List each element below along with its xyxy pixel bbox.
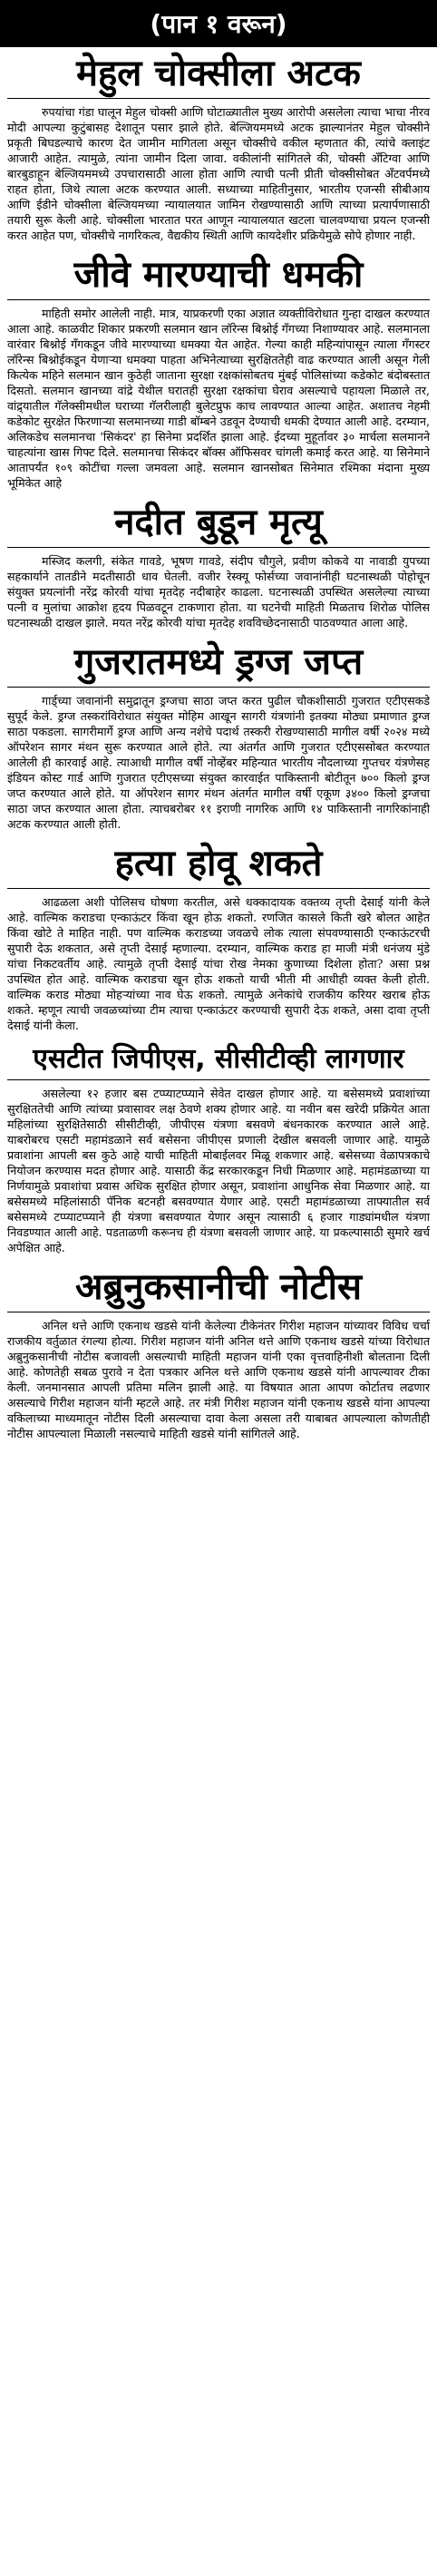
article-headline: एसटीत जिपीएस, सीसीटीव्ही लागणार	[7, 1039, 430, 1080]
article-death-threat	[0, 249, 437, 491]
article-murder-possible	[0, 837, 437, 1033]
article-headline: गुजरातमध्ये ड्रग्ज जप्त	[7, 636, 430, 688]
page-header-label: (पान १ वरून)	[150, 9, 287, 39]
article-headline: अब्रुनुकसानीची नोटीस	[7, 1261, 430, 1312]
article-body: आढळला अशी पोलिसच घोषणा करतील, असे धक्कादायक वक्तव्य तृप्ती देसाई यांनी केले आहे. वाल्मिक कराडचा एन्काऊंटर किंवा खून होऊ शकतो. रणजित कासले किती खरे बोलत आहेत किंवा खोटे ते माहित नाही. पण वाल्मिक कराडच्या जवळचे लोक त्याला संपवण्यासाठी एन्काऊंटरची सुपारी देऊ शकतात, असे तृप्ती देसाई म्हणाल्या. दरम्यान, वाल्मिक कराड हा माजी मंत्री धनंजय मुंडे यांचा निकटवर्तीय आहे. त्यामुळे तृप्ती देसाई यांचा रोख नेमका कुणाच्या दिशेला होता? असा प्रश्न उपस्थित होत आहे. वाल्मिक कराडचा खून होऊ शकतो याची भीती मी आधीही व्यक्त केली होती. वाल्मिक कराड मोठ्या मोहऱ्यांच्या नाव घेऊ शकतो. त्यामुळे अनेकांचे राजकीय करियर खराब होऊ शकते. म्हणून त्याची जवळच्यांच्या टीम त्याचा एन्काऊंटर करण्याची सुपारी देऊ शकते, असा दावा तृप्ती देसाई यांनी केला.	[7, 895, 430, 1032]
article-body: माहिती समोर आलेली नाही. मात्र, याप्रकरणी एका अज्ञात व्यक्तीविरोधात गुन्हा दाखल करण्यात आला आहे. काळवीट शिकार प्रकरणी सलमान खान लॉरेन्स बिश्नोई गँगच्या निशाण्यावर आहे. सलमानला वारंवार बिश्नोई गँगकडून जीवे मारण्याच्या धमक्या येत आहेत. गेल्या काही महिन्यांपासून त्याला गँगस्टर लॉरेन्स बिश्नोईकडून येणाऱ्या धमक्या पाहता अभिनेत्याच्या सुरक्षिततेही वाढ करण्यात आली असून गेली कित्येक महिने सलमान खान कुठेही जाताना सुरक्षा रक्षकांसोबतच मुंबई पोलिसांच्या कडेकोट बंदोबस्तात दिसतो. सलमान खानच्या वांद्रे येथील घरातही सुरक्षा रक्षकांचा घेराव असल्याचे पहायला मिळाले तर, वांद्र्यातील गॅलेक्सीमधील घराच्या गॅलरीलाही बुलेटप्रुफ काच लावण्यात आल्या आहेत. अशातच नेहमी कडेकोट सुरक्षेत फिरणाऱ्या सलमानच्या गाडी बॉम्बने उडवून देण्याची धमकी देण्यात आली आहे. दरम्यान, अलिकडेच सलमानचा 'सिकंदर' हा सिनेमा प्रदर्शित झाला आहे. ईदच्या मुहूर्तावर ३० मार्चला सलमानने चाहत्यांना खास गिफ्ट दिले. सलमानचा सिकंदर बॉक्स ऑफिसवर चांगली कमाई करत आहे. या सिनेमाने आतापर्यंत १०९ कोटींचा गल्ला जमवला आहे. सलमान खानसोबत सिनेमात रश्मिका मंदाना मुख्य भूमिकेत आहे	[7, 307, 430, 490]
article-body: रुपयांचा गंडा घालून मेहुल चोक्सी आणि घोटाळ्यातील मुख्य आरोपी असलेला त्याचा भाचा नीरव मोदी आपल्या कुटुंबासह देशातून पसार झाले होते. बेल्जियममध्ये अटक झाल्यानंतर मेहुल चोक्सीने प्रकृती बिघडल्याचे कारण देत जामीन मागितला असून चोक्सीचे वकील म्हणतात की, त्यांचे क्लाइंट आजारी आहेत. त्यामुळे, त्यांना जामीन दिला जावा. वकीलांनी सांगितले की, चोक्सी अँटिग्वा आणि बारबुडाहून बेल्जियममध्ये उपचारासाठी आला होता आणि त्याची पत्नी प्रीती चोक्सीसोबत अँटवर्पमध्ये राहत होता, जिथे त्याला अटक करण्यात आली. सध्याच्या माहितीनुसार, भारतीय एजन्सी सीबीआय आणि ईडीने चोक्सीला बेल्जियमच्या न्यायालयात जामिन रोखण्यासाठी आणि त्याच्या प्रत्यार्पणासाठी तयारी सुरू केली आहे. चोक्सीला भारतात परत आणून न्यायालयात खटला चालवण्याचा प्रयत्न एजन्सी करत आहेत पण, चोक्सीचे नागरिकत्व, वैद्यकीय स्थिती आणि कायदेशीर प्रक्रियेमुळे सोपे होणार नाही.	[7, 105, 430, 242]
article-body: गार्ड्च्या जवानांनी समुद्रातून ड्रग्जचा साठा जप्त करत पुढील चौकशीसाठी गुजरात एटीएसकडे सुपूर्द केले. ड्रग्ज तस्करांविरोधात संयुक्त मोहिम आखून सागरी यंत्रणांनी इतक्या मोठ्या प्रमाणात ड्रग्ज साठा पकडला. सागरीमार्गे ड्रग्ज आणि अन्य नशेचे पदार्थ तस्करी रोखण्यासाठी मागील वर्षी २०२४ मध्ये ऑपरेशन सागर मंथन सुरू करण्यात आले होते. त्या अंतर्गत आणि गुजरात एटीएससोबत करण्यात आलेली ही कारवाई आहे. त्याआधी मागील वर्षी नोव्हेंबर महिन्यात भारतीय नौदलाच्या गुप्तचर यंत्रणेसह इंडियन कोस्ट गार्ड आणि गुजरात एटीएसच्या संयुक्त कारवाईत पाकिस्तानी बोटीतून ७०० किलो ड्रग्ज जप्त करण्यात आले होते. या ऑपरेशन सागर मंथन अंतर्गत मागील वर्षी एकूण ३४०० किलो ड्रग्जचा साठा जप्त करण्यात आला होता. त्याचबरोबर ११ इराणी नागरिक आणि १४ पाकिस्तानी नागरिकांनाही अटक करण्यात आली होती.	[7, 694, 430, 831]
continued-from-page-header	[0, 0, 437, 47]
article-body: अनिल थत्ते आणि एकनाथ खडसे यांनी केलेल्या टीकेनंतर गिरीश महाजन यांच्यावर विविध चर्चा राजकीय वर्तुळात रंगल्या होत्या. गिरीश महाजन यांनी अनिल थत्ते आणि एकनाथ खडसे यांच्या विरोधात अब्रुनुकसानीची नोटीस बजावली असल्याची माहिती महाजन यांनी एका वृत्तवाहिनीशी बोलताना दिली आहे. कोणतेही सबळ पुरावे न देता पत्रकार अनिल थत्ते आणि एकनाथ खडसे यांनी आपल्यावर टीका केली. जनमानसात आपली प्रतिमा मलिन झाली आहे. या विषयात आता आपण कोर्टातच लढणार असल्याचे गिरीश महाजन यांनी म्हटले आहे. तर मंत्री गिरीश महाजन यांनी एकनाथ खडसे यांना आपल्या वकिलाच्या माध्यमातून नोटीस दिली असल्याचा दावा केला असला तरी याबाबत आपल्याला कोणतीही नोटीस आपल्याला मिळाली नसल्याचे माहिती खडसे यांनी सांगितले आहे.	[7, 1318, 430, 1440]
article-defamation-notice	[0, 1261, 437, 1441]
article-mehul-choksi	[0, 47, 437, 243]
article-headline: हत्या होवू शकते	[7, 837, 430, 889]
article-headline: नदीत बुडून मृत्यू	[7, 496, 430, 548]
article-drowning	[0, 496, 437, 630]
article-gujarat-drugs	[0, 636, 437, 832]
article-headline: जीवे मारण्याची धमकी	[7, 249, 430, 300]
article-body: मस्जिद कलगी, संकेत गावडे, भूषण गावडे, संदीप चौगुले, प्रवीण कोकवे या नावाडी युपच्या सहकार्याने तातडीने मदतीसाठी धाव घेतली. वजीर रेस्क्यू फोर्सच्या जवानांनीही घटनास्थळी पोहोचून संयुक्त प्रयत्नांनी नरेंद्र कोरवी यांचा मृतदेह नदीबाहेर काढला. घटनास्थळी उपस्थित असलेल्या त्याच्या पत्नी व मुलांचा आक्रोश हृदय पिळवटून टाकणारा होता. या घटनेची माहिती मिळताच शिरोळ पोलिस घटनास्थळी दाखल झाले. मयत नरेंद्र कोरवी यांचा मृतदेह शवविच्छेदनासाठी पाठवण्यात आला आहे.	[7, 554, 430, 629]
article-headline: मेहुल चोक्सीला अटक	[7, 47, 430, 99]
article-st-gps-cctv	[0, 1039, 437, 1255]
article-body: असलेल्या १२ हजार बस टप्प्याटप्प्याने सेवेत दाखल होणार आहे. या बसेसमध्ये प्रवाशांच्या सुरक्षिततेची आणि त्यांच्या प्रवासावर लक्ष ठेवणे शक्य होणार आहे. या नवीन बस खरेदी प्रक्रियेत आता महिलांच्या सुरक्षितेसाठी सीसीटीव्ही, जीपीएस यंत्रणा बसवणे बंधनकारक करण्यात आले आहे. याबरोबरच एसटी महामंडळाने सर्व बसेसना जीपीएस प्रणाली देखील बसवली जाणार आहे. यामुळे प्रवाशांना आपली बस कुठे आहे याची माहिती मोबाईलवर मिळू शकणार आहे. बसेसच्या वेळापत्रकाचे नियोजन करण्यास मदत होणार आहे. यासाठी केंद्र सरकारकडून निधी मिळणार आहे. महामंडळाच्या या निर्णयामुळे प्रवाशांचा प्रवास अधिक सुरक्षित होणार असून, प्रवाशांना आधुनिक सेवा मिळणार आहे. या बसेसमध्ये महिलांसाठी पॅनिक बटनही बसवण्यात येणार आहे. एसटी महामंडळाच्या ताफ्यातील सर्व बसेसमध्ये टप्प्याटप्प्याने ही यंत्रणा बसवण्यात येणार असून त्यासाठी ६ हजार गाड्यांमधील यंत्रणा निवडण्यात आली आहे. पडताळणी करूनच ही यंत्रणा बसवली जाणार आहे. या प्रकल्पासाठी सुमारे खर्च अपेक्षित आहे.	[7, 1086, 430, 1254]
